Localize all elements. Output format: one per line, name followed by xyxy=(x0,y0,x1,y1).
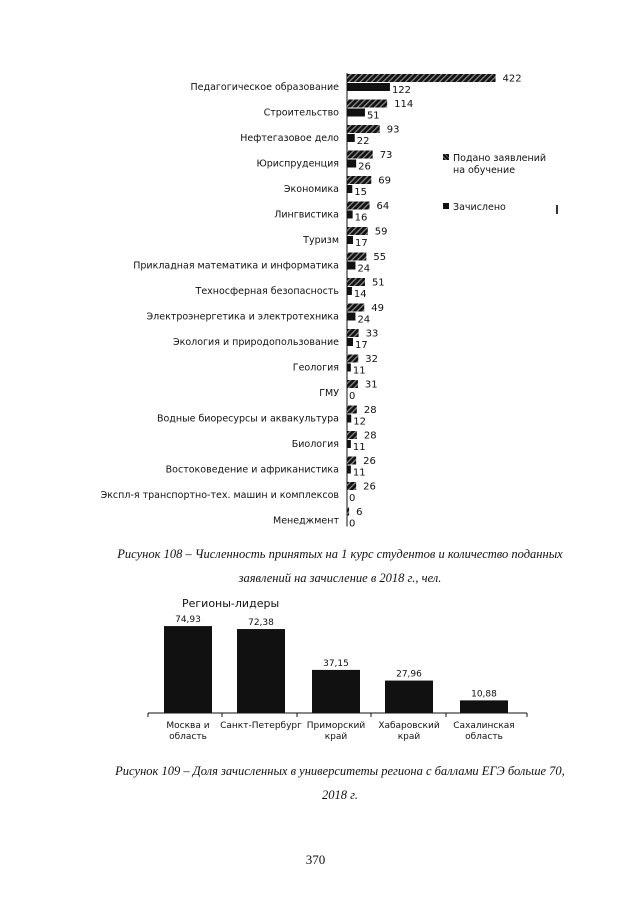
value-label-applied: 114 xyxy=(394,99,414,110)
legend-applied xyxy=(443,153,546,177)
bar-applied xyxy=(347,355,358,363)
category-label xyxy=(453,721,514,742)
bar-applied xyxy=(347,508,349,516)
bar-enrolled xyxy=(347,262,355,270)
bar-applied xyxy=(347,431,357,439)
category-label: Педагогическое образование xyxy=(190,82,339,93)
category-label: Биология xyxy=(291,439,339,450)
chart-leading-regions xyxy=(0,600,631,760)
category-label-line: Москва и xyxy=(166,721,210,731)
bar-applied xyxy=(347,380,358,388)
value-label-enrolled: 24 xyxy=(357,263,371,275)
category-label-line: край xyxy=(324,732,348,742)
value-label-applied: 26 xyxy=(363,481,376,493)
value-label-enrolled: 22 xyxy=(356,136,370,147)
value-label-enrolled: 16 xyxy=(354,212,368,224)
value-label-enrolled: 0 xyxy=(349,493,356,504)
category-label: Экология и природопользование xyxy=(172,337,339,348)
legend-label-applied-2: на обучение xyxy=(453,165,516,176)
bar-enrolled xyxy=(347,236,353,244)
value-label-applied: 93 xyxy=(386,124,400,136)
value-label-enrolled: 11 xyxy=(352,442,366,453)
category-label: Востоковедение и африканистика xyxy=(165,464,339,476)
figure-108-caption xyxy=(60,542,620,590)
bar-enrolled xyxy=(347,415,351,423)
value-label-applied: 33 xyxy=(365,328,379,340)
scan-mark xyxy=(556,205,558,214)
value-label-applied: 69 xyxy=(378,175,392,187)
category-label-line: Хабаровский xyxy=(378,721,440,731)
figure-109-caption-line2: 2018 г. xyxy=(322,788,358,802)
category-label: Экономика xyxy=(283,184,339,195)
bar-applied xyxy=(347,227,368,235)
category-label: Туризм xyxy=(303,235,339,246)
figure-108-caption-line1: Рисунок 108 – Численность принятых на 1 курс студентов и количество поданных xyxy=(117,547,563,561)
value-label-enrolled: 17 xyxy=(354,238,368,249)
value-label: 37,15 xyxy=(323,658,349,669)
value-label-enrolled: 0 xyxy=(349,391,356,402)
value-label-applied: 422 xyxy=(502,73,522,85)
value-label: 72,38 xyxy=(248,618,274,629)
value-label: 74,93 xyxy=(175,615,201,626)
value-label-applied: 6 xyxy=(356,507,363,518)
bar-applied xyxy=(347,482,356,490)
category-label-line: область xyxy=(465,732,503,742)
legend-swatch-applied xyxy=(443,154,449,160)
bar-region xyxy=(164,626,212,713)
category-label: Прикладная математика и информатика xyxy=(133,260,339,272)
bar-region xyxy=(312,670,360,713)
bar-enrolled xyxy=(347,313,355,321)
bar-applied xyxy=(347,253,366,261)
category-label xyxy=(220,721,302,731)
bar-enrolled xyxy=(347,134,355,142)
page-number: 370 xyxy=(305,852,326,867)
value-label-enrolled: 11 xyxy=(352,467,366,479)
value-label-applied: 31 xyxy=(364,379,378,391)
value-label-applied: 28 xyxy=(363,430,377,442)
value-label-enrolled: 14 xyxy=(353,289,367,300)
category-label: Нефтегазовое дело xyxy=(240,133,339,144)
legend-label-applied-1: Подано заявлений xyxy=(453,153,547,164)
value-label-enrolled: 17 xyxy=(354,340,368,351)
bar-applied xyxy=(347,457,356,465)
category-label-line: область xyxy=(169,732,207,742)
value-label-enrolled: 122 xyxy=(391,85,412,96)
bar-applied xyxy=(347,176,371,184)
figure-109-caption xyxy=(60,759,620,807)
figure-108-caption-line2: заявлений на зачисление в 2018 г., чел. xyxy=(238,571,442,585)
legend-enrolled xyxy=(443,202,506,214)
category-label: ГМУ xyxy=(319,388,339,399)
category-label: Водные биоресурсы и аквакультура xyxy=(156,413,339,425)
bar-applied xyxy=(347,304,364,312)
legend-label-enrolled: Зачислено xyxy=(453,202,506,213)
bar-region xyxy=(237,629,285,713)
category-label-line: край xyxy=(397,732,421,742)
value-label-enrolled: 0 xyxy=(349,518,356,530)
bar-enrolled xyxy=(347,185,352,193)
bar-applied xyxy=(347,278,365,286)
bar-applied xyxy=(347,151,373,159)
value-label-applied: 51 xyxy=(371,277,385,289)
bar-enrolled xyxy=(347,109,365,117)
figure-109-caption-line1: Рисунок 109 – Доля зачисленных в университеты региона с баллами ЕГЭ больше 70, xyxy=(115,764,565,778)
category-label: Техносферная безопасность xyxy=(195,286,339,297)
bar-enrolled xyxy=(347,160,356,168)
bar-applied xyxy=(347,125,380,133)
category-label-line: Приморский xyxy=(306,721,366,731)
bar-enrolled xyxy=(347,364,351,372)
value-label-enrolled: 12 xyxy=(353,416,366,428)
category-label: Геология xyxy=(292,362,339,374)
category-label: Строительство xyxy=(263,107,339,119)
category-label: Юриспруденция xyxy=(256,158,339,170)
value-label-applied: 55 xyxy=(373,252,387,263)
bar-enrolled xyxy=(347,83,390,91)
category-label xyxy=(307,721,366,742)
category-label-line: Сахалинская xyxy=(453,721,515,731)
bar-enrolled xyxy=(347,211,353,219)
bar-enrolled xyxy=(347,338,353,346)
bar-enrolled xyxy=(347,287,352,295)
value-label-enrolled: 24 xyxy=(357,314,371,326)
value-label: 27,96 xyxy=(396,669,422,680)
bar-enrolled xyxy=(347,440,351,448)
category-label: Менеджмент xyxy=(273,515,339,527)
bar-applied xyxy=(347,406,357,414)
value-label-applied: 28 xyxy=(363,405,377,416)
value-label: 10,88 xyxy=(471,689,497,700)
category-label xyxy=(378,721,440,742)
legend-swatch-enrolled xyxy=(443,203,449,209)
value-label-applied: 26 xyxy=(363,456,376,467)
chart-regions-title: Регионы-лидеры xyxy=(182,597,280,610)
value-label-applied: 73 xyxy=(379,150,393,161)
value-label-applied: 49 xyxy=(371,303,384,314)
value-label-enrolled: 26 xyxy=(358,161,371,173)
value-label-applied: 64 xyxy=(376,201,390,212)
category-label: Лингвистика xyxy=(274,209,339,221)
category-label xyxy=(166,721,209,742)
bar-applied xyxy=(347,74,496,82)
bar-applied xyxy=(347,329,359,337)
bar-region xyxy=(385,681,433,713)
bar-region xyxy=(460,700,508,713)
bar-applied xyxy=(347,202,370,210)
value-label-enrolled: 15 xyxy=(354,187,368,198)
bar-enrolled xyxy=(347,466,351,474)
category-label: Экспл-я транспортно-тех. машин и комплексов xyxy=(100,490,339,501)
category-label-line: Санкт-Петербург xyxy=(220,721,302,731)
value-label-applied: 32 xyxy=(365,354,378,365)
bar-applied xyxy=(347,100,387,108)
value-label-enrolled: 51 xyxy=(366,110,380,122)
value-label-applied: 59 xyxy=(374,226,388,238)
value-label-enrolled: 11 xyxy=(352,365,366,377)
category-label: Электроэнергетика и электротехника xyxy=(146,311,339,323)
